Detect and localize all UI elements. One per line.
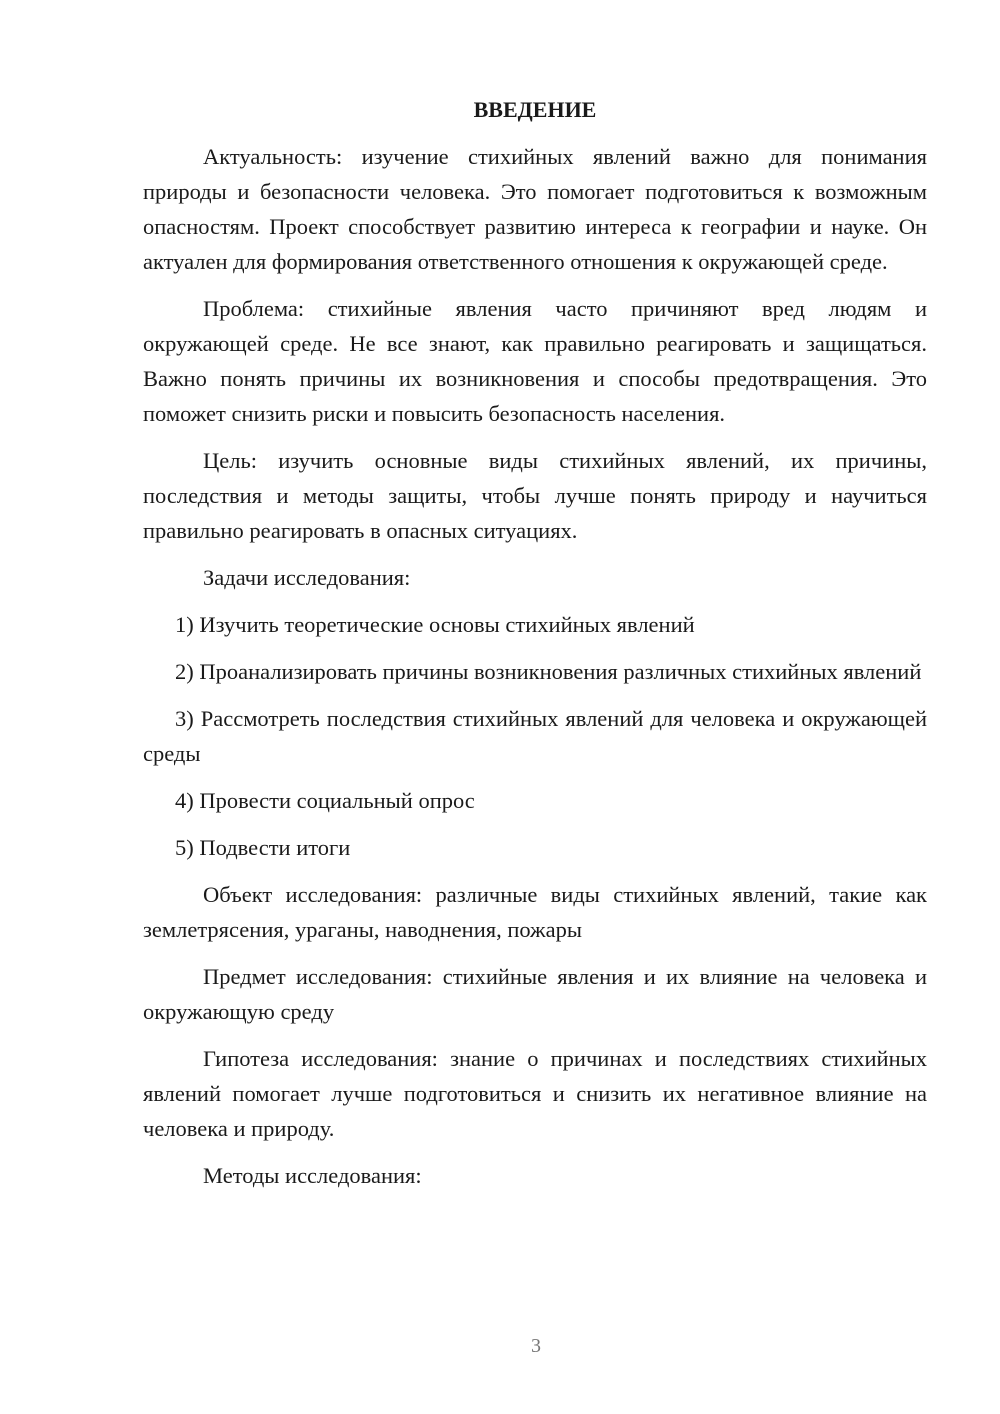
relevance-paragraph: Актуальность: изучение стихийных явлений важно для понимания природы и безопасности человека. Это помогает подготовиться к возможным опасностям. Проект способствует развитию интереса к географии и науке. Он актуален для формирования ответственного отношения к окружающей среде. (143, 144, 927, 274)
goal-paragraph: Цель: изучить основные виды стихийных явлений, их причины, последствия и методы защиты, чтобы лучше понять природу и научиться правильно реагировать в опасных ситуациях. (143, 448, 927, 543)
subject-paragraph: Предмет исследования: стихийные явления и их влияние на человека и окружающую среду (143, 964, 927, 1024)
task-item-3: 3) Рассмотреть последствия стихийных явлений для человека и окружающей среды (143, 706, 927, 766)
methods-heading: Методы исследования: (203, 1163, 422, 1188)
problem-paragraph: Проблема: стихийные явления часто причиняют вред людям и окружающей среде. Не все знают, как правильно реагировать и защищаться. Важно понять причины их возникновения и способы предотвращения. Это поможет снизить риски и повысить безопасность населения. (143, 296, 927, 426)
task-item-1: 1) Изучить теоретические основы стихийных явлений (175, 612, 695, 637)
tasks-heading: Задачи исследования: (203, 565, 411, 590)
task-item-5: 5) Подвести итоги (175, 835, 351, 860)
section-title: ВВЕДЕНИЕ (473, 97, 597, 122)
task-item-4: 4) Провести социальный опрос (175, 788, 475, 813)
task-item-2: 2) Проанализировать причины возникновения различных стихийных явлений (175, 659, 922, 684)
hypothesis-paragraph: Гипотеза исследования: знание о причинах и последствиях стихийных явлений помогает лучше подготовиться и снизить их негативное влияние на человека и природу. (143, 1046, 927, 1141)
page-number: 3 (531, 1335, 541, 1357)
object-paragraph: Объект исследования: различные виды стихийных явлений, такие как землетрясения, ураганы, наводнения, пожары (143, 882, 927, 942)
document-page (143, 92, 927, 1193)
